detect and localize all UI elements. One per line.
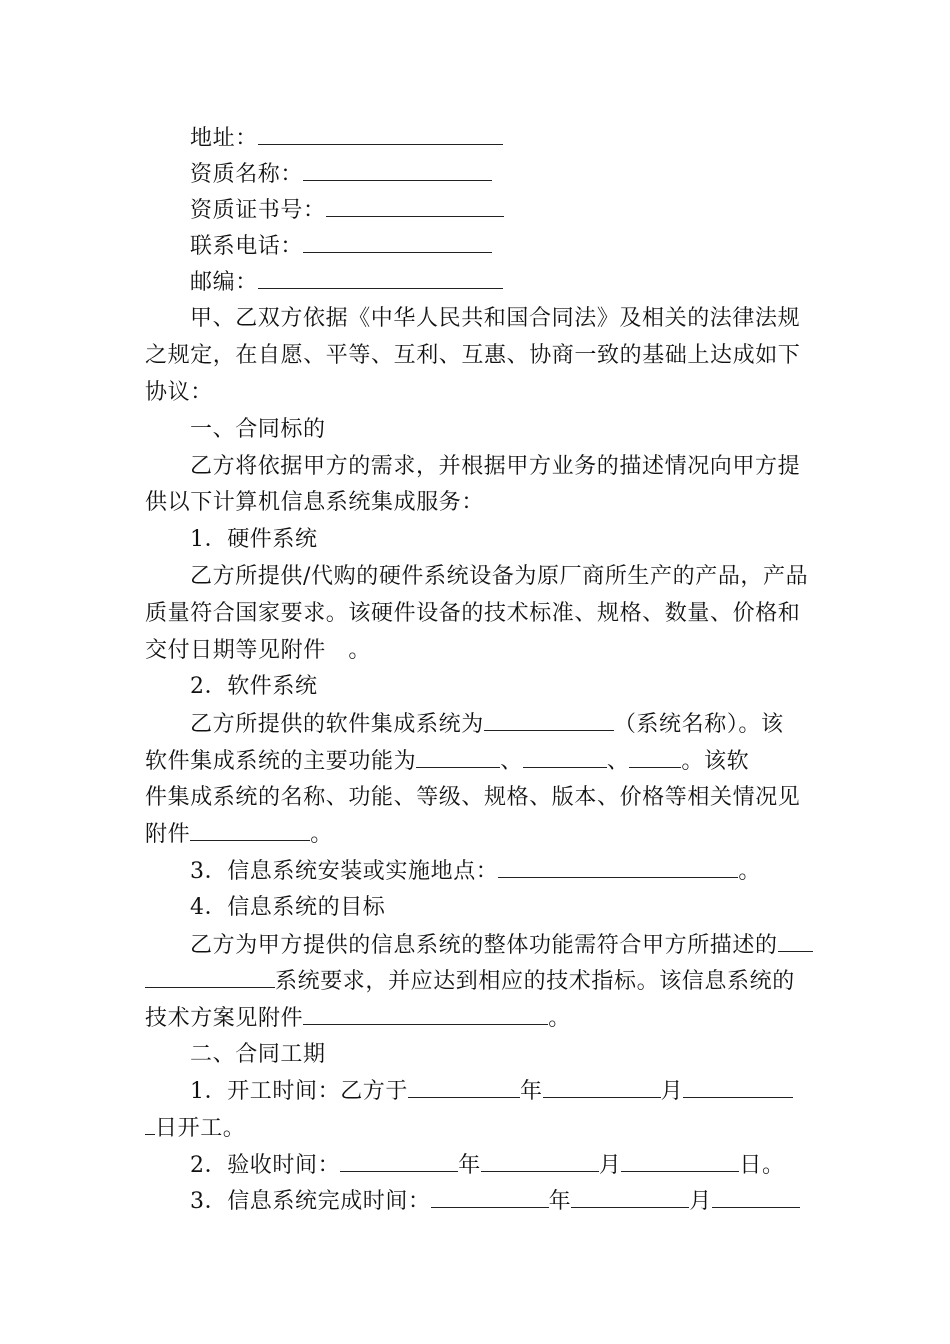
software-line-1-text: 乙方所提供的软件集成系统为 (190, 712, 484, 737)
section1-intro-line-1: 乙方将依据甲方的需求，并根据甲方业务的描述情况向甲方提 (190, 454, 801, 479)
section1-title: 一、合同标的 (190, 417, 326, 442)
certificate-no-label: 资质证书号： (190, 198, 326, 223)
install-site-text: 3．信息系统安装或实施地点： (190, 859, 499, 884)
separator-1: 、 (500, 749, 523, 774)
goal-line-3 (145, 1004, 815, 1033)
start-time-tail: 日开工。 (155, 1116, 246, 1141)
software-line-2-text: 软件集成系统的主要功能为 (145, 749, 417, 774)
acceptance-year-label: 年 (458, 1153, 481, 1178)
start-month-blank[interactable] (543, 1077, 661, 1098)
goal-line-2 (145, 967, 815, 996)
software-line-2 (145, 747, 815, 776)
appendix-blank[interactable] (190, 820, 310, 841)
function-2-blank[interactable] (523, 747, 607, 768)
install-site-line (190, 857, 815, 886)
software-line-1-tail: （系统名称）。该 (613, 712, 784, 737)
address-line (190, 124, 815, 153)
software-line-4-text: 附件 (145, 822, 191, 847)
qualification-name-blank[interactable] (303, 160, 492, 181)
goal-line-3-tail: 。 (548, 1006, 571, 1031)
start-year-label: 年 (520, 1079, 543, 1104)
completion-time-line (190, 1187, 815, 1216)
goal-blank-a[interactable] (778, 931, 813, 952)
start-time-line (190, 1077, 815, 1106)
qualification-name-line (190, 160, 815, 189)
completion-time-text: 3．信息系统完成时间： (190, 1189, 431, 1214)
completion-month-label: 月 (689, 1189, 712, 1214)
preamble-line-3: 协议： (145, 380, 213, 405)
goal-title: 4．信息系统的目标 (190, 895, 386, 920)
software-line-4 (145, 820, 815, 849)
software-line-2-tail: 。该软 (681, 749, 750, 774)
section2-title: 二、合同工期 (190, 1042, 326, 1067)
section1-intro-line-2: 供以下计算机信息系统集成服务： (145, 490, 485, 515)
install-site-blank[interactable] (498, 857, 738, 878)
completion-day-blank[interactable] (712, 1187, 800, 1208)
goal-line-2-text: 系统要求，并应达到相应的技术指标。该信息系统的 (275, 969, 795, 994)
address-blank[interactable] (258, 124, 503, 145)
separator-2: 、 (606, 749, 630, 774)
hardware-line-1: 乙方所提供/代购的硬件系统设备为原厂商所生产的产品，产品 (190, 564, 809, 589)
start-year-blank[interactable] (408, 1077, 520, 1098)
completion-year-blank[interactable] (431, 1187, 549, 1208)
phone-blank[interactable] (303, 232, 492, 253)
preamble-line-1: 甲、乙双方依据《中华人民共和国合同法》及相关的法律法规 (190, 306, 801, 331)
system-name-blank[interactable] (484, 710, 614, 731)
start-month-label: 月 (660, 1079, 684, 1104)
acceptance-month-label: 月 (598, 1153, 622, 1178)
completion-month-blank[interactable] (571, 1187, 689, 1208)
start-day-blank[interactable] (683, 1077, 793, 1098)
postcode-line (190, 268, 815, 297)
acceptance-time-text: 2．验收时间： (190, 1153, 341, 1178)
acceptance-time-tail: 日。 (739, 1153, 785, 1178)
goal-line-1 (190, 931, 815, 960)
technical-plan-blank[interactable] (303, 1004, 548, 1025)
qualification-name-label: 资质名称： (190, 162, 304, 187)
goal-blank-b[interactable] (145, 967, 275, 988)
start-day-blank-cont[interactable] (145, 1114, 155, 1135)
software-title: 2．软件系统 (190, 674, 318, 699)
goal-line-1-text: 乙方为甲方提供的信息系统的整体功能需符合甲方所描述的 (190, 933, 778, 958)
acceptance-day-blank[interactable] (621, 1151, 739, 1172)
preamble-line-2: 之规定，在自愿、平等、互利、互惠、协商一致的基础上达成如下 (145, 343, 801, 368)
certificate-no-line (190, 196, 815, 225)
hardware-title: 1．硬件系统 (190, 527, 318, 552)
phone-line (190, 232, 815, 261)
acceptance-month-blank[interactable] (481, 1151, 599, 1172)
software-line-1 (190, 710, 815, 739)
postcode-label: 邮编： (190, 270, 258, 295)
start-time-text: 1．开工时间：乙方于 (190, 1079, 408, 1104)
address-label: 地址： (190, 126, 258, 151)
start-time-line-2 (145, 1114, 815, 1143)
completion-year-label: 年 (548, 1189, 572, 1214)
function-1-blank[interactable] (416, 747, 500, 768)
phone-label: 联系电话： (190, 234, 304, 259)
software-line-3: 件集成系统的名称、功能、等级、规格、版本、价格等相关情况见 (145, 785, 801, 810)
hardware-line-2: 质量符合国家要求。该硬件设备的技术标准、规格、数量、价格和 (145, 601, 801, 626)
postcode-blank[interactable] (258, 268, 503, 289)
software-line-4-tail: 。 (310, 822, 333, 847)
function-3-blank[interactable] (629, 747, 681, 768)
install-site-tail: 。 (738, 859, 762, 884)
goal-line-3-text: 技术方案见附件 (145, 1006, 304, 1031)
hardware-line-3: 交付日期等见附件 。 (145, 638, 372, 663)
acceptance-year-blank[interactable] (340, 1151, 458, 1172)
acceptance-time-line (190, 1151, 815, 1180)
certificate-no-blank[interactable] (326, 196, 504, 217)
